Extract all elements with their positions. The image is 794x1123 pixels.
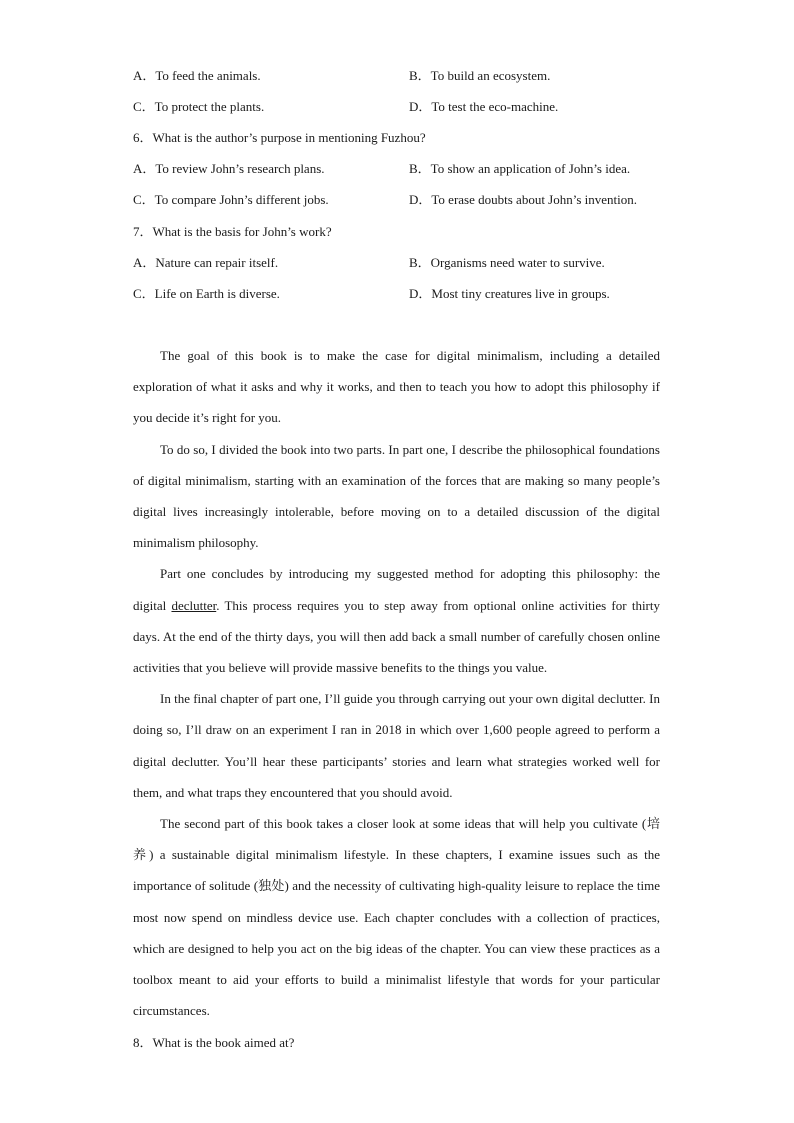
q7-option-c (133, 286, 280, 302)
question-number: 6． (133, 130, 153, 145)
option-text: To erase doubts about John’s invention. (431, 192, 638, 207)
underlined-word: declutter (171, 597, 217, 613)
option-text: To feed the animals. (155, 68, 261, 83)
passage-paragraph-5: The second part of this book takes a closer look at some ideas that will help you cultivate (培养) a sustainable digital minimalism lifestyle. In these chapters, I examine issues such as the importance of solitude (独处) and the necessity of cultivating high-quality leisure to replace the time most now spend on mindless device use. Each chapter concludes with a collection of practices, which are designed to help you act on the big ideas of the chapter. You can view these practices as a toolbox meant to aid your efforts to build a minimalist lifestyle that words for your particular circumstances. (133, 816, 660, 1019)
q5-option-c (133, 99, 264, 115)
passage-paragraph-4: In the final chapter of part one, I’ll guide you through carrying out your own digital declutter. In doing so, I’ll draw on an experiment I ran in 2018 in which over 1,600 people agreed to perform a digital declutter. You’ll hear these participants’ stories and learn what strategies worked well for them, and what traps they encountered that you should avoid. (133, 691, 660, 800)
option-letter: C． (133, 99, 155, 114)
option-letter: D． (409, 192, 432, 207)
option-text: To protect the plants. (154, 99, 265, 114)
paragraph-text: . This process requires you to step away from optional online activities for thirty days. At the end of the thirty days, you will then add back a small number of carefully chosen online activities that you believe will provide massive benefits to the things you value. (133, 597, 660, 676)
option-text: Life on Earth is diverse. (154, 286, 280, 301)
question-number: 8． (133, 1035, 153, 1050)
option-text: To show an application of John’s idea. (430, 161, 631, 176)
question-text: What is the author’s purpose in mentioning Fuzhou? (152, 130, 426, 145)
q6-option-a (133, 161, 325, 177)
option-letter: B． (409, 68, 431, 83)
option-text: To test the eco-machine. (431, 99, 559, 114)
passage-paragraph-2: To do so, I divided the book into two parts. In part one, I describe the philosophical foundations of digital minimalism, starting with an examination of the forces that are making so many people’s digital lives increasingly intolerable, before moving on to a detailed discussion of the digital minimalism philosophy. (133, 441, 660, 551)
q7-stem (133, 224, 332, 240)
option-letter: B． (409, 255, 431, 270)
option-text: To compare John’s different jobs. (154, 192, 329, 207)
option-text: Organisms need water to survive. (430, 255, 605, 270)
q5-option-a (133, 68, 261, 84)
option-letter: A． (133, 68, 156, 83)
q6-option-b (409, 161, 630, 177)
option-letter: C． (133, 192, 155, 207)
option-letter: D． (409, 286, 432, 301)
q7-option-a (133, 255, 278, 271)
passage-paragraph-3 (133, 558, 660, 683)
question-number: 7． (133, 224, 153, 239)
passage-paragraph-1: The goal of this book is to make the case for digital minimalism, including a detailed exploration of what it asks and why it works, and then to teach you how to adopt this philosophy if you decide it’s right for you. (133, 348, 660, 426)
option-text: To review John’s research plans. (155, 161, 325, 176)
option-letter: B． (409, 161, 431, 176)
reading-passage (133, 340, 660, 1026)
option-letter: C． (133, 286, 155, 301)
paragraph-text: Part one concludes by introducing my suggested method for adopting this philosophy: the digital (133, 566, 660, 613)
q8-stem (133, 1035, 294, 1051)
option-text: Most tiny creatures live in groups. (431, 286, 610, 301)
q6-option-c (133, 192, 329, 208)
option-letter: D． (409, 99, 432, 114)
question-text: What is the basis for John’s work? (152, 224, 332, 239)
q7-option-d (409, 286, 610, 302)
q6-stem (133, 130, 426, 146)
option-text: Nature can repair itself. (155, 255, 279, 270)
option-letter: A． (133, 255, 156, 270)
option-text: To build an ecosystem. (430, 68, 551, 83)
q7-option-b (409, 255, 605, 271)
q5-option-b (409, 68, 550, 84)
option-letter: A． (133, 161, 156, 176)
question-text: What is the book aimed at? (152, 1035, 295, 1050)
q5-option-d (409, 99, 558, 115)
q6-option-d (409, 192, 637, 208)
